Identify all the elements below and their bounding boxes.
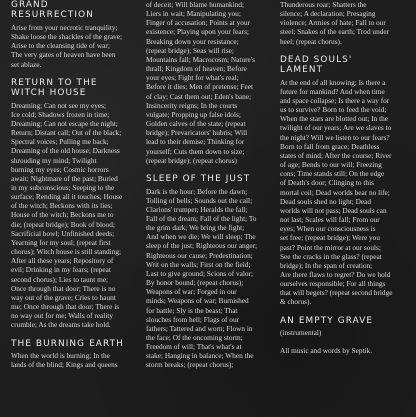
- song-the-burning-earth-continued: [146, 0, 274, 165]
- song-grand-resurrection: [11, 0, 139, 69]
- song-title: RETURN TO THE WITCH HOUSE: [11, 77, 98, 98]
- credits-text: All music and words by Septik.: [280, 346, 373, 356]
- song-sleep-of-the-just-continued: [280, 0, 412, 46]
- song-sleep-of-the-just: [146, 174, 274, 370]
- song-title: SLEEP OF THE JUST: [146, 173, 251, 184]
- song-lyrics: of deceit; Will blame humankind; Liers in wait; Manipulating you; Finger of accusation; Points at your existence; Playing upon your fears; Breaking down your resistance; (repeat bridge); Seas will rise; Mountains fall; Macrocosm; Nature's thrall; Kingdom of heaven; Before your eyes; Fight for what's real; Before it dies; Men of pretense; Feet of clay; Cast them out; Eden's bane; Insincerity reigns; In the courts vulgate; Propping up false idols; Golden calves of the state; (repeat bridge); Prevaricators' hubris; Will lead to their demise; Thinking for yourself; Cuts them down to size; (repeat bridge); (repeat chorus): [146, 0, 255, 165]
- song-subtitle: (instrumental): [280, 328, 322, 338]
- song-the-burning-earth: [11, 339, 139, 370]
- song-lyrics: Thunderous roar; Shatters the silence; A declaration; Presaging violence; Armies of hate; Fall to our steel; Snakes of the earth; Trod under heel; (repeat chorus).: [280, 0, 390, 46]
- column-3: [280, 0, 412, 417]
- song-lyrics: Dreaming; Can not see my eyes; Ice cold; Shadows frozen in time; Dreaming; Can not escape the night; Return; Distant call; Out of the black; Spectral voices; Pulling me back; Dreaming of the old house; Darkness shrouding my mind; Twilight burning my eyes; Cosmic horrors await; Nightmare of the past; Buried in my subconscious; Seeping to the surface; Rending all it touches; House of the witch; Beckons with its lies; House of the witch; Beckons me to die; (repeat bridge); Book of blood; Sacrificial bowl; Unfinished deeds; Yearning for my soul; (repeat first chorus); Witch house is still standing; After all these years; Repository of evil; Drinking in my fears; (repeat second chorus); Lies to taunt me; Once through that door; There is no way out of the grave; Cries to haunt me; Once through that door; There is no way out for me; Walls of reality crumble; As the dreams take hold.: [11, 100, 123, 330]
- song-title: AN EMPTY GRAVE: [280, 315, 374, 326]
- song-lyrics: At the end of all knowing; Is there a future for mankind? And when time and space collapse; Is there a way for us to survive? Born to feed the void; When the stars are blotted out; In the twilight of our years; Are we slaves to the night? Will we listen to our fears? Born to fall from grace; Deathless states of mind; After the course; River of age; Bends to our will; Freezing cons; Time stands still; On the edge of Death's door; Clinging to this mortal coil; Dead worlds bear no life; Dead souls shed no light; Dead worlds will not pass; Dead souls can not last; Scales will fall; From our eyes; When our consciousness is set free; (repeat bridge); Were you past? Point the mirror at our souls; See the cracks in the glass? (repeat bridge); In the span of creation; Are there flaws to regret? Do we hold ourselves responsible; For all things that will begets? (repeat second bridge & chorus).: [280, 77, 393, 307]
- credits: [280, 346, 412, 355]
- song-lyrics: Arise from your necrotic tranquility; Shake loose the shackles of the grave; Arise to the cleansing tide of war; The very gates of heaven have been set ablaze.: [11, 22, 123, 69]
- song-dead-souls-lament: [280, 55, 412, 307]
- song-title: GRAND RESURRECTION: [11, 0, 94, 21]
- column-1: [11, 0, 139, 417]
- song-lyrics: When the world is burning; In the lands of the blind; Kings and queens: [11, 351, 118, 370]
- song-title: THE BURNING EARTH: [11, 338, 124, 349]
- column-2: [146, 0, 274, 417]
- song-title: DEAD SOULS' LAMENT: [280, 54, 353, 75]
- song-lyrics: Dark is the hour; Before the dawn; Tolling of bells; Sounds out the call; Clarions' trumpet; Heralds the fall; Fall of the dream; Fall of the light; To the grim dark; We bring the fight; And when we die; We will sleep; The sleep of the just; Righteous our anger; Righteous our cause; Predestination; Writ on the walls; First on the field; Last to give ground; Scions of valor; By honor bound; (repeat chorus); Weapons of war; Forged in our minds; Weapons of war; Burnished for battle; Sly is the beast; That slouches from hell; Flags of our fathers; Tattered and worn; Flown in the face; Of the oncoming storm; Freedom of will; That's what's at stake; Hanging in balance; When the storm breaks; (repeat chorus);: [146, 186, 258, 370]
- song-an-empty-grave: [280, 316, 412, 338]
- song-return-to-the-witch-house: [11, 78, 139, 330]
